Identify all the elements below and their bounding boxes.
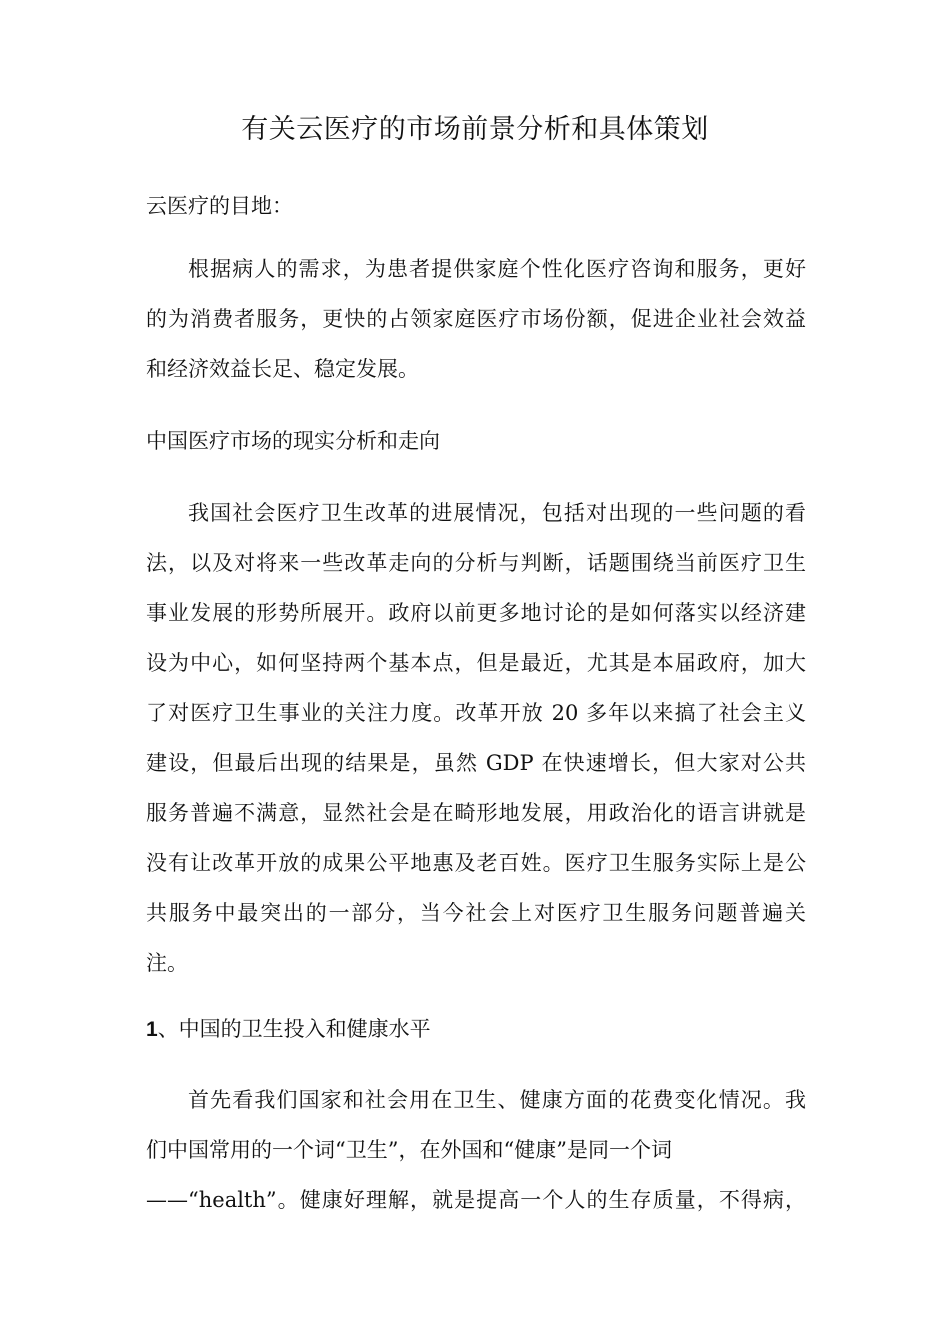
paragraph-line: 共服务中最突出的一部分，当今社会上对医疗卫生服务问题普遍关 bbox=[146, 901, 806, 925]
paragraph-health-investment bbox=[146, 1075, 806, 1225]
paragraph-line: 事业发展的形势所展开。政府以前更多地讨论的是如何落实以经济建 bbox=[146, 601, 806, 625]
section-heading-purpose: 云医疗的目地： bbox=[146, 194, 293, 218]
paragraph-line: 根据病人的需求，为患者提供家庭个性化医疗咨询和服务，更好 bbox=[188, 257, 806, 281]
section-heading-market-analysis: 中国医疗市场的现实分析和走向 bbox=[146, 429, 440, 453]
paragraph-line: 设为中心，如何坚持两个基本点，但是最近，尤其是本届政府，加大 bbox=[146, 651, 806, 675]
section-heading-text: 、中国的卫生投入和健康水平 bbox=[157, 1017, 431, 1041]
paragraph-line: 了对医疗卫生事业的关注力度。改革开放 20 多年以来搞了社会主义 bbox=[146, 701, 806, 725]
paragraph-line: 注。 bbox=[146, 951, 188, 975]
paragraph-line: 法，以及对将来一些改革走向的分析与判断，话题围绕当前医疗卫生 bbox=[146, 551, 806, 575]
paragraph-line: 建设，但最后出现的结果是，虽然 GDP 在快速增长，但大家对公共 bbox=[146, 751, 806, 775]
paragraph-line: 服务普遍不满意，显然社会是在畸形地发展，用政治化的语言讲就是 bbox=[146, 801, 806, 825]
section-heading-health-investment bbox=[146, 1014, 431, 1045]
paragraph-line: 没有让改革开放的成果公平地惠及老百姓。医疗卫生服务实际上是公 bbox=[146, 851, 806, 875]
paragraph-line: 们中国常用的一个词“卫生”，在外国和“健康”是同一个词 bbox=[146, 1138, 672, 1162]
paragraph-line: 的为消费者服务，更快的占领家庭医疗市场份额，促进企业社会效益 bbox=[146, 307, 806, 331]
paragraph-line: 和经济效益长足、稳定发展。 bbox=[146, 357, 419, 381]
paragraph-purpose bbox=[146, 244, 806, 394]
paragraph-line: 我国社会医疗卫生改革的进展情况，包括对出现的一些问题的看 bbox=[188, 501, 806, 525]
paragraph-line: 首先看我们国家和社会用在卫生、健康方面的花费变化情况。我 bbox=[188, 1088, 806, 1112]
document-title: 有关云医疗的市场前景分析和具体策划 bbox=[241, 114, 709, 145]
paragraph-line: ——“health”。健康好理解，就是提高一个人的生存质量，不得病， bbox=[146, 1188, 806, 1212]
paragraph-market-analysis bbox=[146, 488, 806, 988]
section-number: 1 bbox=[146, 1018, 158, 1041]
